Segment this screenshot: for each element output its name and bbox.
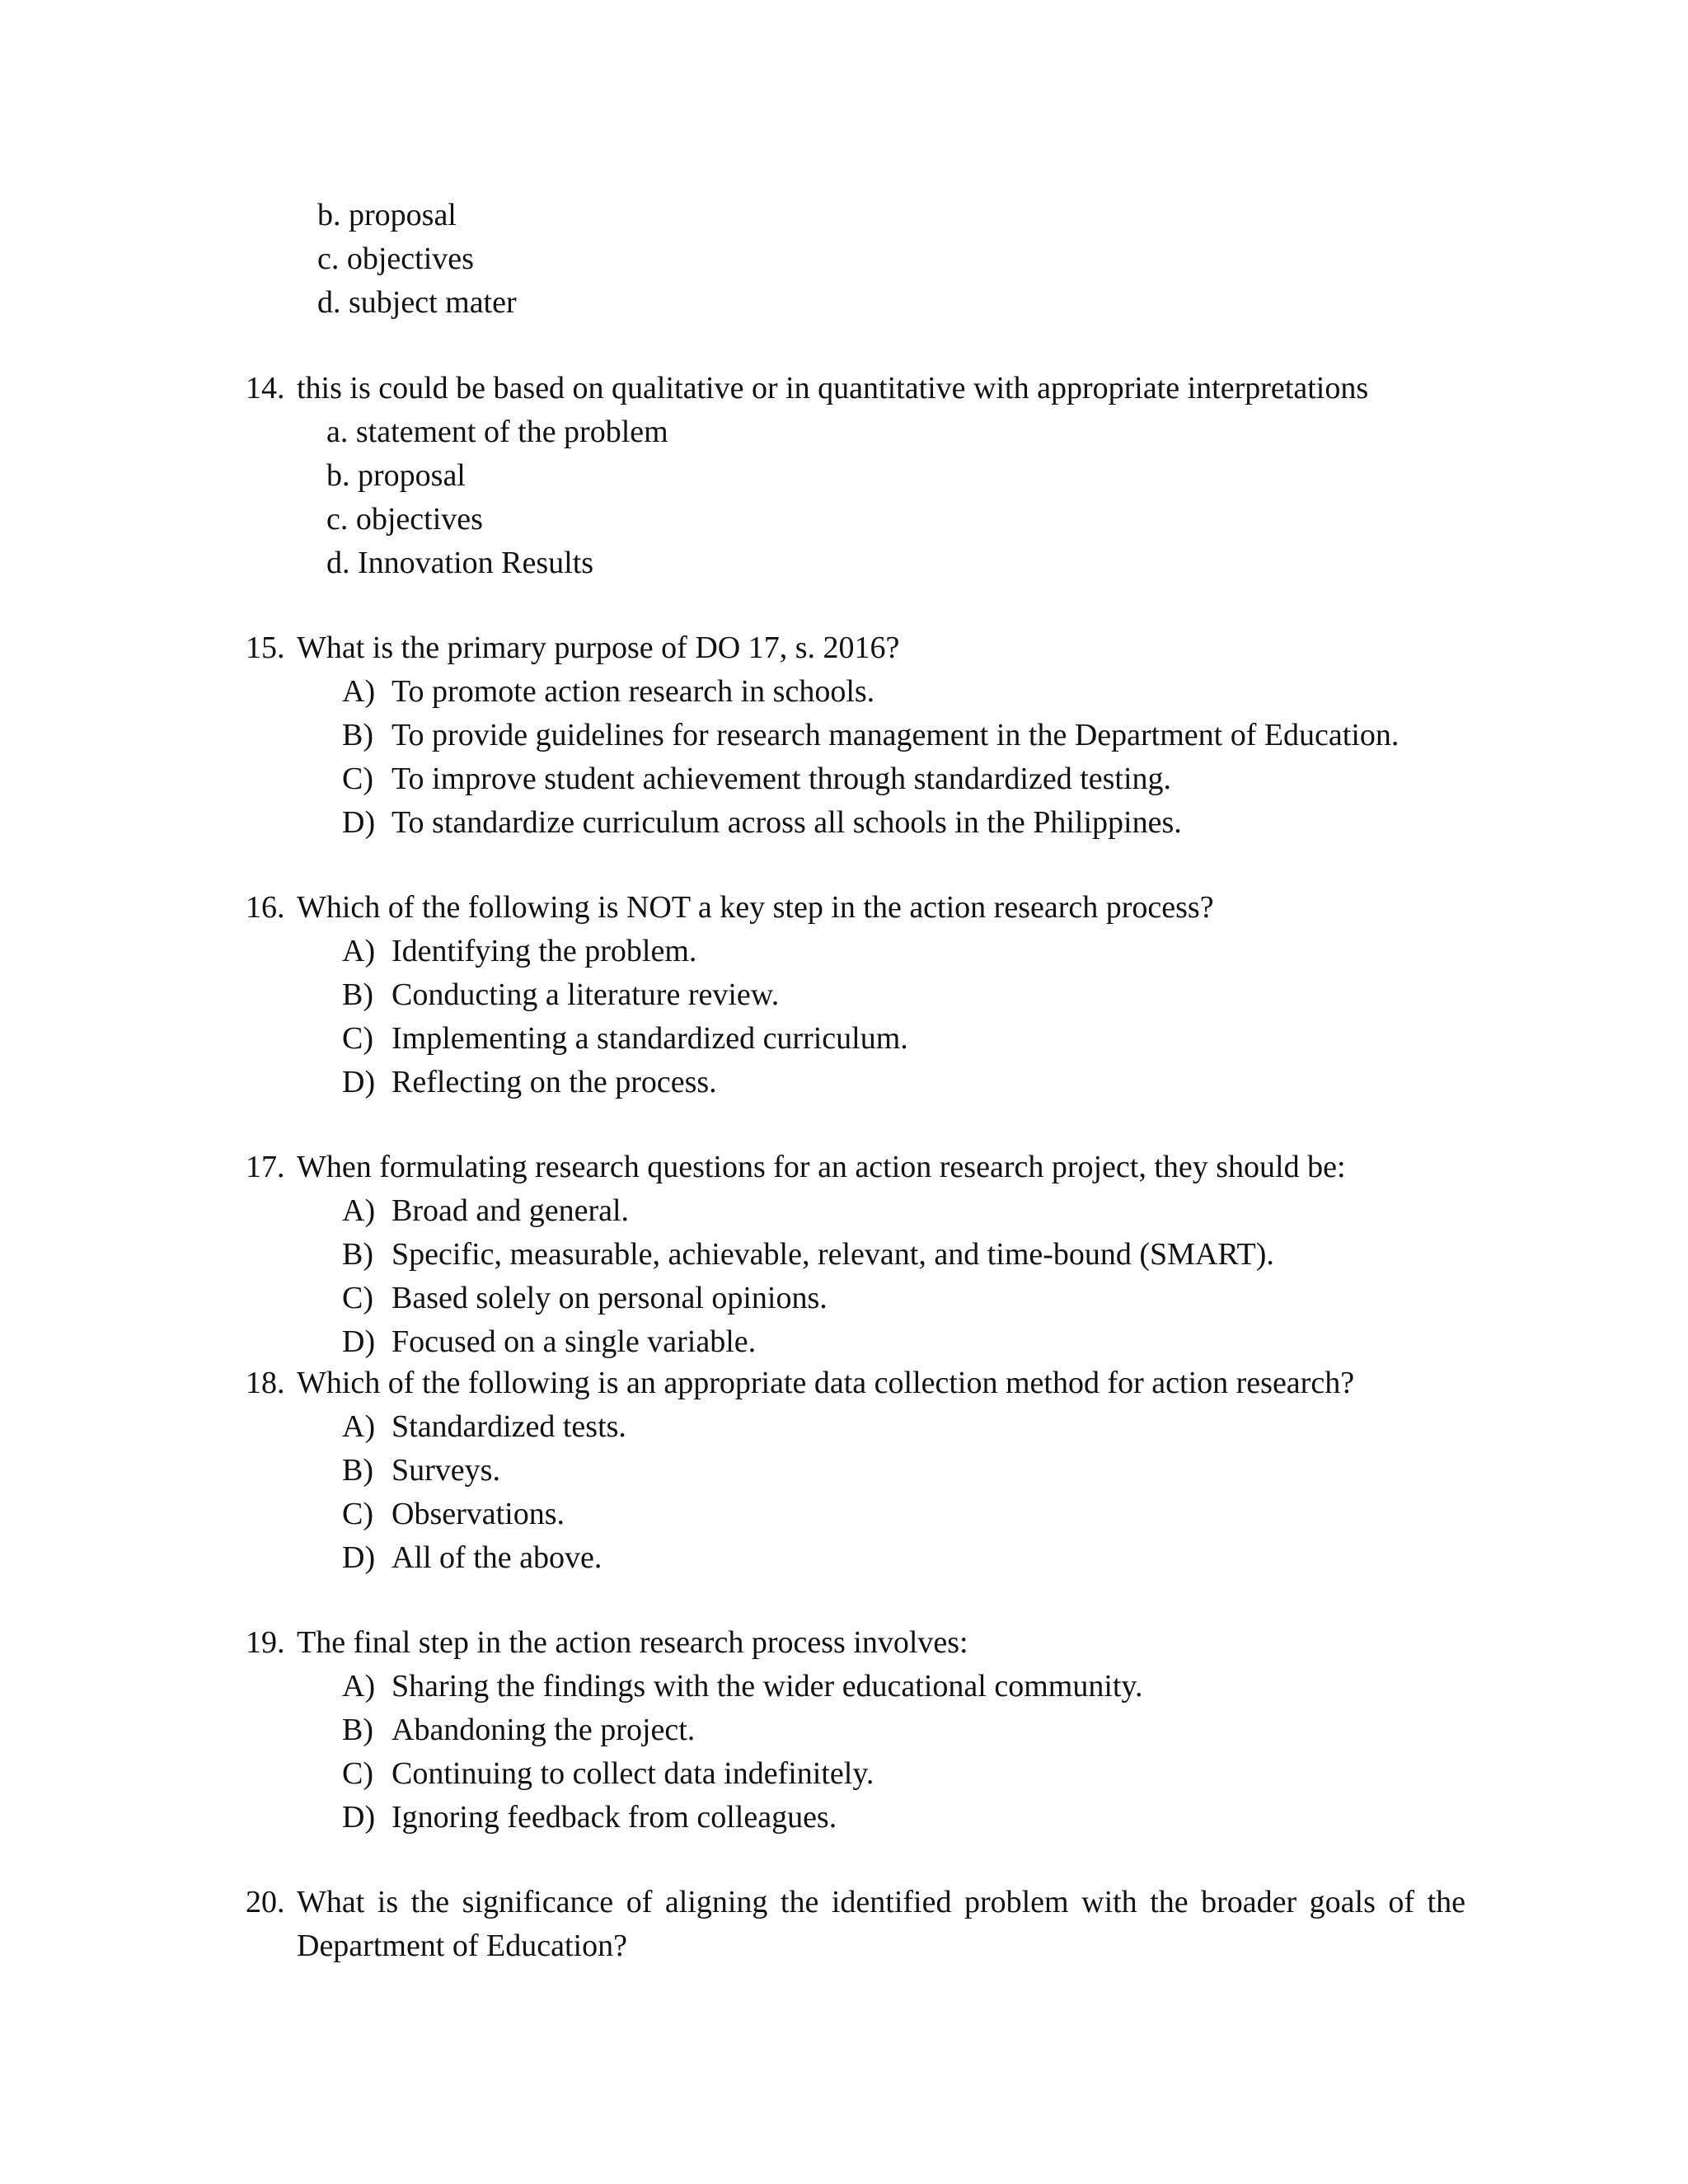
option-letter: B): [342, 1713, 373, 1747]
question-15-options: [342, 670, 1496, 845]
question-16-options: [342, 930, 1496, 1104]
option-letter: A): [342, 1669, 376, 1704]
option-text: Ignoring feedback from colleagues.: [392, 1800, 837, 1835]
option-letter: A): [342, 1409, 376, 1444]
option-item: [342, 1189, 1496, 1233]
option-text: Conducting a literature review.: [392, 977, 780, 1012]
option-text: All of the above.: [392, 1540, 603, 1575]
option-text: Based solely on personal opinions.: [392, 1281, 828, 1315]
option-letter: B): [342, 1237, 373, 1272]
continued-options: [317, 194, 517, 325]
question-stem: [246, 1621, 968, 1665]
option-item: d. Innovation Results: [326, 546, 594, 580]
option-letter: D): [342, 1065, 376, 1099]
option-text: Sharing the findings with the wider educational community.: [392, 1669, 1143, 1704]
question-17: [246, 1146, 1346, 1189]
question-stem: [246, 1361, 1354, 1405]
question-text: Which of the following is NOT a key step in the action research process?: [297, 890, 1214, 925]
option-item: [342, 1277, 1496, 1320]
option-item: [342, 1536, 1496, 1580]
question-text: What is the primary purpose of DO 17, s. 2016?: [297, 630, 900, 665]
option-item: [342, 1665, 1496, 1708]
question-number: 20.: [246, 1885, 285, 1919]
option-letter: B): [342, 1453, 373, 1488]
question-number: 17.: [246, 1150, 285, 1184]
option-item: c. objectives: [317, 241, 474, 276]
question-text: The final step in the action research process involves:: [297, 1625, 968, 1660]
option-text: Focused on a single variable.: [392, 1324, 757, 1359]
option-item: [342, 1796, 1496, 1840]
question-text-continued: Department of Education?: [297, 1929, 627, 1963]
question-14: [246, 367, 1368, 410]
question-stem: [246, 626, 899, 670]
question-14-options: [326, 410, 668, 585]
option-item: [342, 1017, 1496, 1061]
question-number: 15.: [246, 630, 285, 665]
option-letter: C): [342, 1497, 373, 1531]
question-text: What is the significance of aligning the identified problem with the broader goals of the: [297, 1885, 1465, 1919]
option-letter: D): [342, 805, 376, 840]
option-text: Broad and general.: [392, 1193, 630, 1228]
question-stem: [246, 1881, 1465, 1924]
option-letter: B): [342, 718, 373, 752]
question-number: 19.: [246, 1625, 285, 1660]
option-letter: C): [342, 762, 373, 796]
option-item: [342, 930, 1496, 973]
option-text: Specific, measurable, achievable, relevant, and time-bound (SMART).: [392, 1237, 1274, 1272]
question-18-options: [342, 1405, 1496, 1580]
option-item: [342, 1708, 1496, 1752]
option-letter: D): [342, 1540, 376, 1575]
question-20: [246, 1881, 1465, 1968]
option-item: [342, 1320, 1496, 1364]
question-stem: [246, 886, 1214, 930]
option-letter: A): [342, 1193, 376, 1228]
question-19: [246, 1621, 968, 1665]
option-item: [342, 757, 1496, 801]
option-text: To improve student achievement through standardized testing.: [392, 762, 1172, 796]
option-text: Abandoning the project.: [392, 1713, 696, 1747]
option-text: Identifying the problem.: [392, 934, 697, 968]
option-letter: C): [342, 1281, 373, 1315]
option-letter: C): [342, 1756, 373, 1791]
question-19-options: [342, 1665, 1496, 1840]
question-stem: [246, 1146, 1346, 1189]
option-item: [342, 1405, 1496, 1449]
option-text: Surveys.: [392, 1453, 500, 1488]
question-text: Which of the following is an appropriate data collection method for action research?: [297, 1366, 1355, 1400]
option-letter: C): [342, 1021, 373, 1056]
option-item: [342, 973, 1496, 1017]
option-item: [342, 1061, 1496, 1104]
question-15: [246, 626, 899, 670]
option-item: c. objectives: [326, 502, 483, 537]
question-17-options: [342, 1189, 1496, 1364]
option-item: [342, 801, 1496, 845]
option-item: [342, 1752, 1496, 1796]
option-item: b. proposal: [326, 458, 466, 493]
question-number: 14.: [246, 371, 285, 405]
option-item: b. proposal: [317, 198, 457, 232]
option-letter: D): [342, 1324, 376, 1359]
option-letter: D): [342, 1800, 376, 1835]
option-text: To standardize curriculum across all schools in the Philippines.: [392, 805, 1182, 840]
option-item: [342, 714, 1496, 757]
option-text: To provide guidelines for research management in the Department of Education.: [392, 718, 1400, 752]
question-text: this is could be based on qualitative or in quantitative with appropriate interpretations: [297, 371, 1369, 405]
option-item: [342, 1233, 1496, 1277]
option-text: To promote action research in schools.: [392, 674, 875, 709]
question-stem: [246, 367, 1368, 410]
option-text: Reflecting on the process.: [392, 1065, 717, 1099]
option-text: Continuing to collect data indefinitely.: [392, 1756, 874, 1791]
question-number: 18.: [246, 1366, 285, 1400]
option-text: Standardized tests.: [392, 1409, 626, 1444]
option-letter: A): [342, 674, 376, 709]
option-item: [342, 670, 1496, 714]
option-letter: A): [342, 934, 376, 968]
question-16: [246, 886, 1214, 930]
option-text: Observations.: [392, 1497, 565, 1531]
option-letter: B): [342, 977, 373, 1012]
option-item: d. subject mater: [317, 285, 517, 320]
question-18: [246, 1361, 1354, 1405]
option-item: [342, 1493, 1496, 1536]
option-item: [342, 1449, 1496, 1493]
option-item: a. statement of the problem: [326, 415, 668, 449]
option-text: Implementing a standardized curriculum.: [392, 1021, 908, 1056]
question-number: 16.: [246, 890, 285, 925]
question-text: When formulating research questions for an action research project, they should be:: [297, 1150, 1346, 1184]
